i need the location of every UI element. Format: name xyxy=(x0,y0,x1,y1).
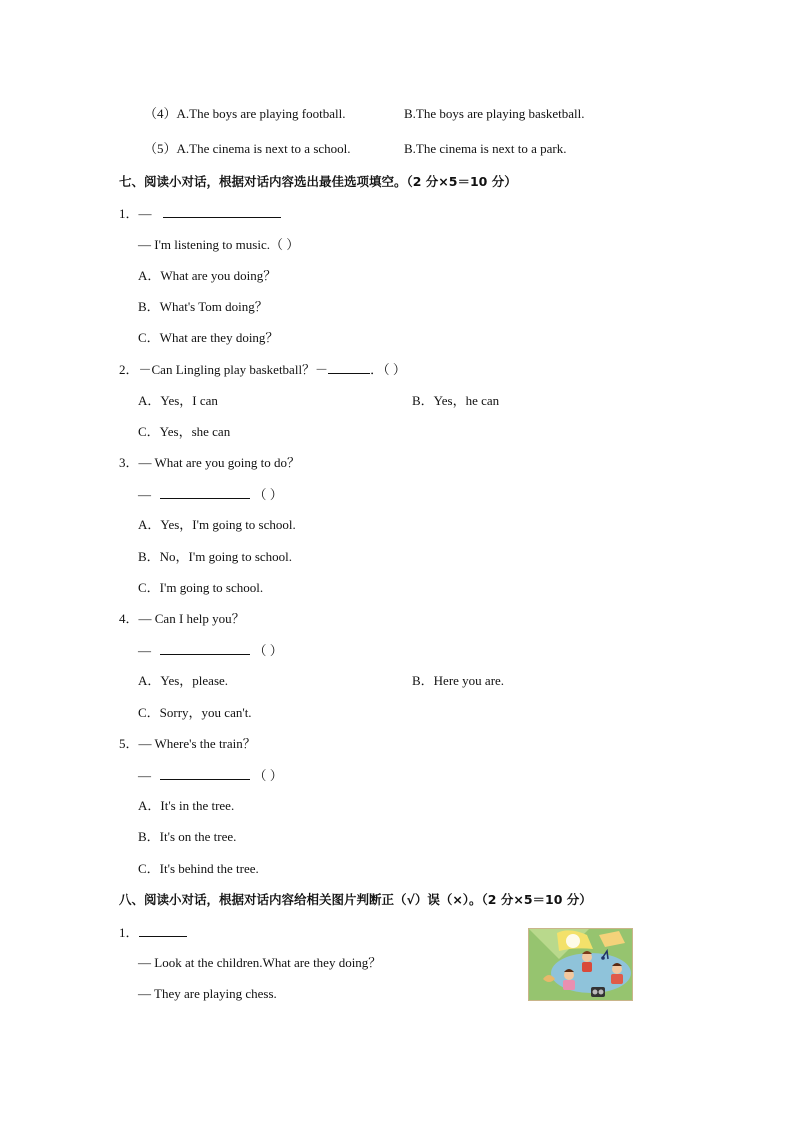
dash: — xyxy=(138,643,151,658)
dash: — xyxy=(138,768,151,783)
s7-q5-option-c: C．It's behind the tree. xyxy=(138,861,259,876)
s7-q5-answer xyxy=(138,767,283,784)
s7-q3-option-a: A．Yes，I'm going to school. xyxy=(138,517,296,532)
answer-blank[interactable] xyxy=(163,205,281,218)
answer-blank[interactable] xyxy=(160,642,250,655)
s7-q3-answer xyxy=(138,486,283,503)
s7-q5-option-a: A．It's in the tree. xyxy=(138,798,235,813)
paren: （ ） xyxy=(253,768,283,783)
s8-q1-stem xyxy=(119,924,187,941)
judgement-blank[interactable] xyxy=(139,924,187,937)
children-playing-illustration xyxy=(528,928,633,1001)
q4-option-a: （4）A.The boys are playing football. xyxy=(144,106,346,121)
s8-q1-line1: — Look at the children.What are they doing？ xyxy=(138,955,382,970)
s7-q1-option-a: A．What are you doing？ xyxy=(138,268,277,283)
section8-heading: 八、阅读小对话，根据对话内容给相关图片判断正（√）误（×）。（2 分×5＝10 分） xyxy=(119,892,592,907)
s7-q1-number: 1．— xyxy=(119,206,152,221)
s7-q2-stem xyxy=(119,361,406,378)
s7-q1-option-b: B．What's Tom doing？ xyxy=(138,299,268,314)
paren: （ ） xyxy=(253,643,283,658)
dash: — xyxy=(138,487,151,502)
s7-q5-option-b: B．It's on the tree. xyxy=(138,829,237,844)
answer-blank[interactable] xyxy=(160,486,250,499)
s7-q5-stem: 5．— Where's the train？ xyxy=(119,736,256,751)
s7-q4-option-c: C．Sorry，you can't. xyxy=(138,705,252,720)
s7-q2-option-a: A．Yes，I can xyxy=(138,393,218,408)
q5-option-a: （5）A.The cinema is next to a school. xyxy=(144,141,351,156)
s7-q2-tail: ．（ ） xyxy=(370,362,406,377)
answer-blank[interactable] xyxy=(328,361,370,374)
s7-q4-option-b: B．Here you are. xyxy=(412,673,505,688)
s7-q2-text: 2．－Can Lingling play basketball？－ xyxy=(119,362,329,377)
illustration-svg xyxy=(529,929,632,1000)
section7-heading: 七、阅读小对话，根据对话内容选出最佳选项填空。（2 分×5＝10 分） xyxy=(119,174,517,189)
answer-blank[interactable] xyxy=(160,767,250,780)
q5-option-b: B.The cinema is next to a park. xyxy=(404,141,567,156)
s7-q3-stem: 3．— What are you going to do？ xyxy=(119,455,301,470)
s7-q3-option-b: B．No，I'm going to school. xyxy=(138,549,293,564)
s7-q4-stem: 4．— Can I help you？ xyxy=(119,611,245,626)
s7-q1-option-c: C．What are they doing？ xyxy=(138,330,279,345)
s7-q1-stem xyxy=(119,205,281,222)
q4-option-b: B.The boys are playing basketball. xyxy=(404,106,585,121)
s7-q1-answer: — I'm listening to music.（ ） xyxy=(138,237,300,252)
s7-q2-option-b: B．Yes，he can xyxy=(412,393,500,408)
s7-q3-option-c: C．I'm going to school. xyxy=(138,580,264,595)
s8-q1-number: 1． xyxy=(119,925,139,940)
s7-q4-answer xyxy=(138,642,283,659)
s7-q2-option-c: C．Yes，she can xyxy=(138,424,231,439)
s7-q4-option-a: A．Yes，please. xyxy=(138,673,229,688)
paren: （ ） xyxy=(253,487,283,502)
s8-q1-line2: — They are playing chess. xyxy=(138,986,277,1001)
